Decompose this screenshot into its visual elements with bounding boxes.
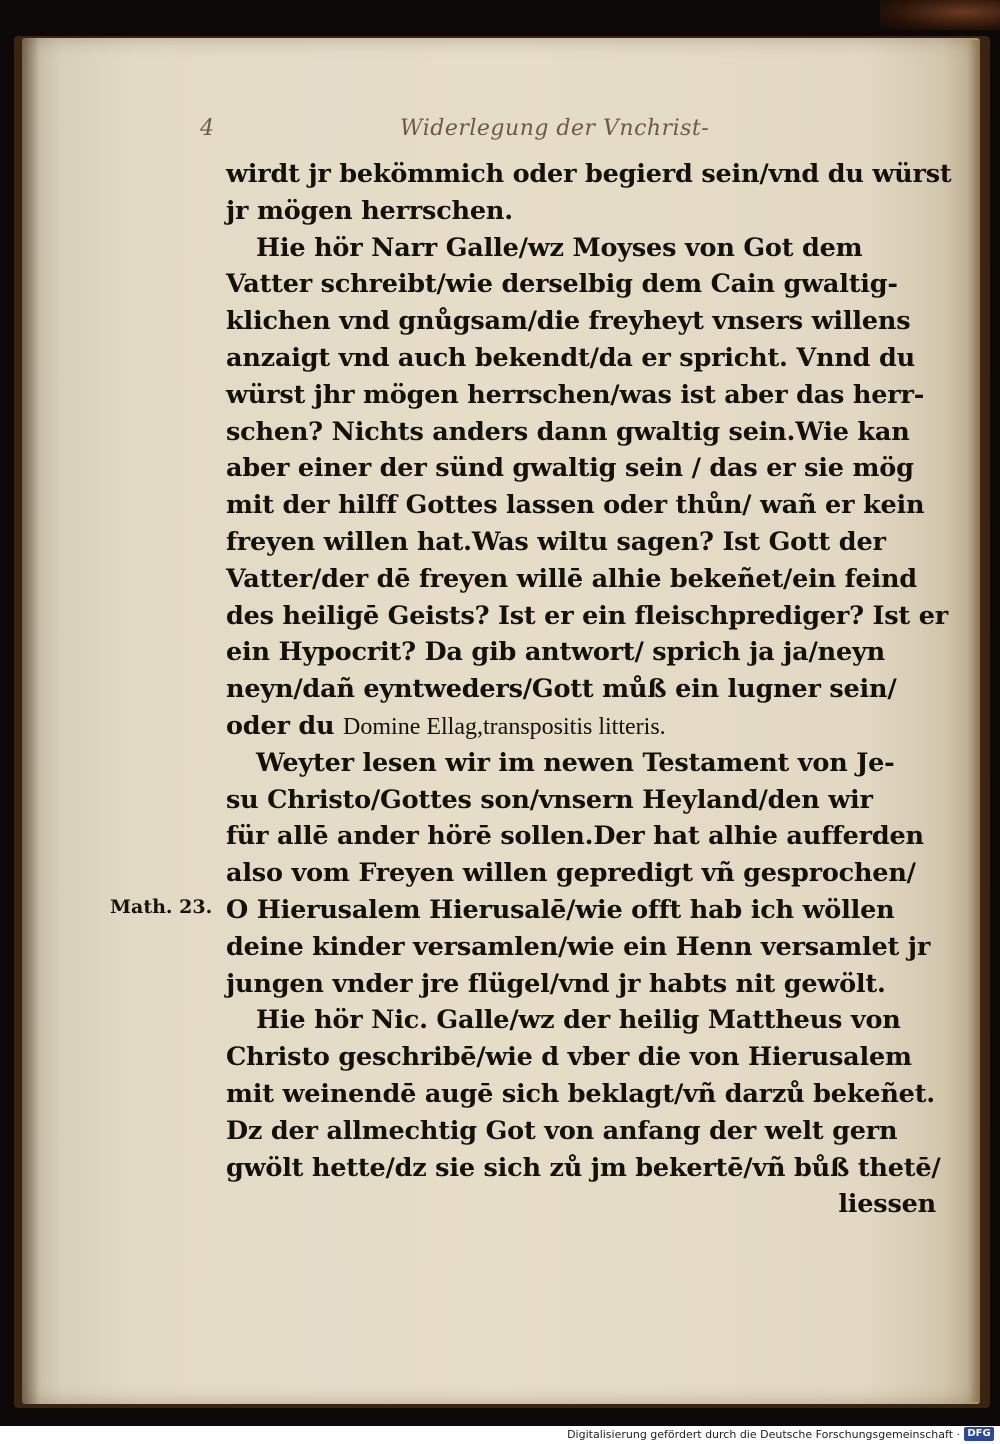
text-line-content: deine kinder versamlen/wie ein Henn versamlet jr (226, 931, 931, 962)
text-line (226, 892, 946, 929)
text-line (226, 1076, 946, 1113)
text-line (226, 782, 946, 819)
text-line-content: Vatter/der dē freyen willē alhie bekeñet/ein feind (226, 563, 917, 594)
text-line (226, 929, 946, 966)
text-line (226, 377, 946, 414)
text-line-content: Hie hör Nic. Galle/wz der heilig Mattheus von (256, 1005, 901, 1036)
text-line (226, 1150, 946, 1187)
text-line (226, 1039, 946, 1076)
page-gutter-shadow (22, 38, 40, 1404)
text-line-content: Dz der allmechtig Got von anfang der welt gern (226, 1115, 898, 1146)
text-line-content: su Christo/Gottes son/vnsern Heyland/den wir (226, 784, 873, 815)
running-head (200, 116, 940, 141)
text-line (226, 855, 946, 892)
text-line (226, 340, 946, 377)
text-line-content: liessen (838, 1189, 936, 1220)
spine-edge (880, 0, 1000, 30)
text-line (226, 818, 946, 855)
page-number: 4 (200, 116, 215, 141)
text-line (226, 1002, 946, 1039)
text-line (226, 266, 946, 303)
text-line-content: also vom Freyen willen gepredigt vñ gesprochen/ (226, 858, 916, 889)
text-line-content: O Hierusalem Hierusalē/wie offt hab ich wöllen (226, 894, 895, 925)
text-line-content: mit weinendē augē sich beklagt/vñ darzů bekeñet. (226, 1078, 935, 1109)
footer-credit: Digitalisierung gefördert durch die Deutsche Forschungsgemeinschaft · (567, 1428, 960, 1441)
text-line (226, 193, 946, 230)
text-line (226, 966, 946, 1003)
dfg-logo: DFG (964, 1427, 994, 1441)
text-line-content: wirdt jr bekömmich oder begierd sein/vnd du würst (226, 159, 952, 189)
text-line-content: des heiligē Geists? Ist er ein fleischprediger? Ist er (226, 600, 948, 631)
text-line (226, 671, 946, 708)
text-line-content: Christo geschribē/wie d vber die von Hierusalem (226, 1042, 912, 1073)
text-line (226, 450, 946, 487)
text-line (226, 1113, 946, 1150)
body-text (226, 156, 952, 1223)
roman-text: Domine Ellag,transpositis litteris. (343, 713, 666, 740)
marginal-note: Math. 23. (110, 896, 213, 918)
text-line (226, 414, 946, 451)
text-line (226, 230, 946, 267)
text-line-content: anzaigt vnd auch bekendt/da er spricht. Vnnd du (226, 342, 915, 373)
text-line-content: würst jhr mögen herrschen/was ist aber das herr- (226, 379, 925, 410)
text-line (226, 708, 946, 745)
running-head-title: Widerlegung der Vnchrist- (400, 116, 710, 141)
text-line-content: freyen willen hat.Was wiltu sagen? Ist Gott der (226, 526, 886, 557)
text-line (226, 634, 946, 671)
page-right-edge (968, 40, 980, 1402)
text-line-content: für allē ander hörē sollen.Der hat alhie aufferden (226, 821, 924, 852)
text-line (226, 1186, 946, 1223)
text-line-content: jungen vnder jre flügel/vnd jr habts nit gewölt. (226, 968, 886, 999)
text-line (226, 561, 946, 598)
text-line-content: Weyter lesen wir im newen Testament von Je- (256, 747, 895, 778)
text-line (226, 487, 946, 524)
text-line-content: jr mögen herrschen. (226, 195, 513, 226)
text-line (226, 524, 946, 561)
text-line-content: oder du (226, 710, 344, 741)
text-line-content: Hie hör Narr Galle/wz Moyses von Got dem (256, 232, 863, 263)
text-line (226, 745, 946, 782)
text-line-content: gwölt hette/dz sie sich zů jm bekertē/vñ bůß thetē/ (226, 1152, 941, 1183)
text-line (226, 156, 952, 193)
text-line-content: klichen vnd gnůgsam/die freyheyt vnsers willens (226, 306, 911, 337)
text-line-content: schen? Nichts anders dann gwaltig sein.Wie kan (226, 416, 910, 447)
text-line-content: ein Hypocrit? Da gib antwort/ sprich ja ja/neyn (226, 637, 885, 668)
text-line-content: mit der hilff Gottes lassen oder thůn/ wañ er kein (226, 490, 925, 521)
text-line (226, 598, 946, 635)
text-line-content: Vatter schreibt/wie derselbig dem Cain gwaltig- (226, 269, 898, 300)
text-line-content: neyn/dañ eyntweders/Gott můß ein lugner sein/ (226, 674, 897, 705)
text-line (226, 303, 946, 340)
text-line-content: aber einer der sünd gwaltig sein / das er sie mög (226, 453, 914, 484)
